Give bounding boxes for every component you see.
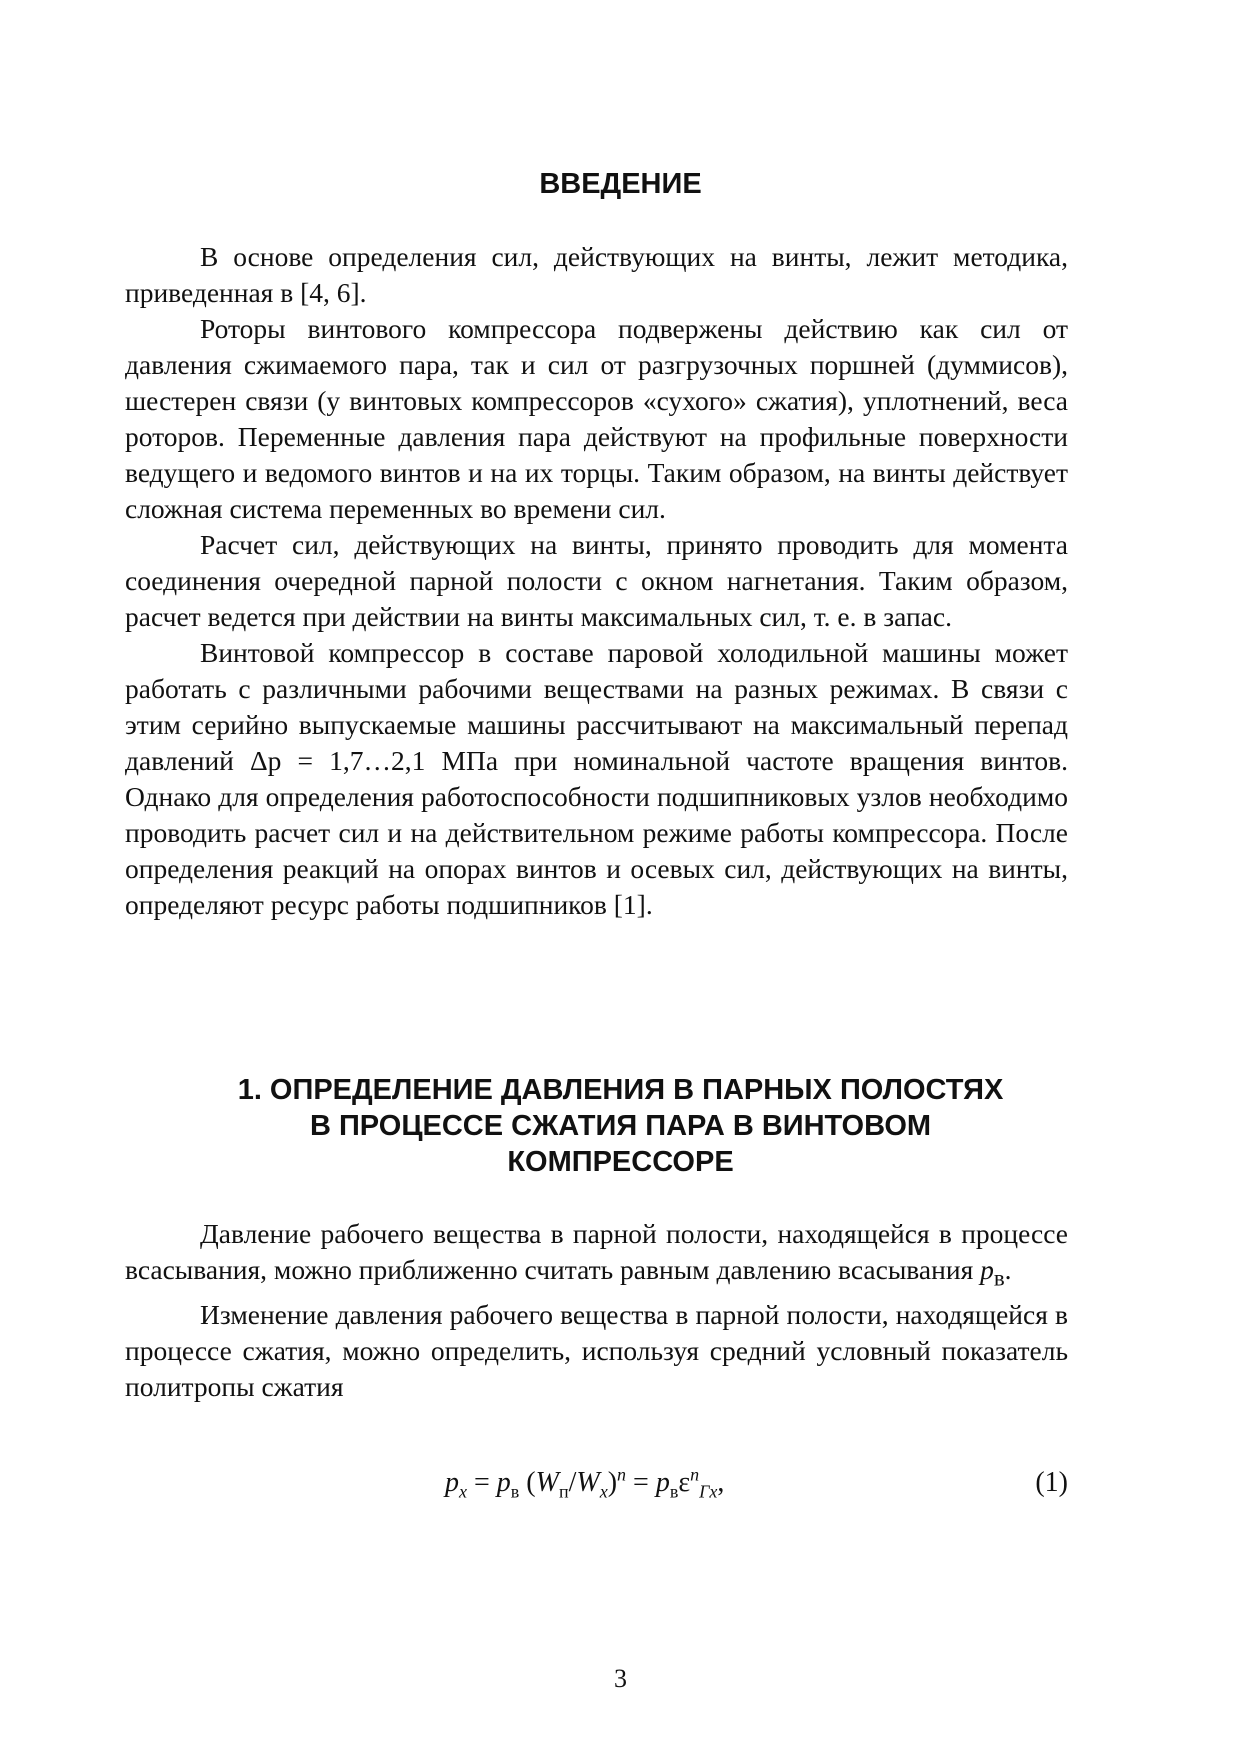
- formula-pv: p: [496, 1467, 511, 1498]
- section-1-title-line-2: В ПРОЦЕССЕ СЖАТИЯ ПАРА В ВИНТОВОМ: [309, 1110, 932, 1142]
- formula-w2-sub: x: [599, 1481, 608, 1502]
- formula-w2: W: [576, 1467, 600, 1498]
- section-1-title-line-3: КОМПРЕССОРЕ: [507, 1146, 734, 1178]
- intro-title: ВВЕДЕНИЕ: [539, 168, 702, 200]
- section-1-paragraph-2: Изменение давления рабочего вещества в парной полости, находящейся в процессе сжатия, можно определить, используя средний условный показатель политропы сжатия: [125, 1298, 1068, 1402]
- formula-lparen: (: [519, 1467, 536, 1498]
- formula-w1-sub: п: [558, 1481, 569, 1502]
- formula-epsilon-sub: Гx: [699, 1481, 718, 1502]
- formula-pv2-sub: в: [669, 1481, 679, 1502]
- formula-eq-1: =: [467, 1467, 497, 1498]
- formula-px-sub: x: [459, 1481, 467, 1502]
- section-1-paragraph-1-text: Давление рабочего вещества в парной полости, находящейся в процессе всасывания, можно приближенно считать равным давлению всасывания: [125, 1218, 1068, 1285]
- page-number: 3: [614, 1664, 627, 1693]
- formula-pv-sub: в: [510, 1481, 520, 1502]
- formula-comma: ,: [717, 1467, 725, 1498]
- formula-px: p: [445, 1467, 459, 1498]
- formula-w1: W: [535, 1467, 559, 1498]
- formula-epsilon: ε: [678, 1467, 691, 1498]
- formula-1-number: (1): [1035, 1467, 1068, 1498]
- section-1-paragraph-1-end: .: [1004, 1254, 1012, 1285]
- section-1-title: [0, 1072, 1241, 1180]
- suction-pressure-symbol: p: [980, 1254, 994, 1285]
- formula-eq-2: =: [626, 1467, 656, 1498]
- formula-rparen: ): [607, 1467, 618, 1498]
- formula-1-expression: [445, 1465, 724, 1501]
- section-1-body: [125, 1216, 1068, 1405]
- intro-body: [125, 239, 1068, 923]
- formula-slash: /: [568, 1467, 577, 1498]
- formula-1: [445, 1465, 1068, 1505]
- formula-exponent-n: n: [617, 1464, 627, 1485]
- formula-pv2: p: [655, 1467, 670, 1498]
- intro-paragraph-2: Роторы винтового компрессора подвержены действию как сил от давления сжимаемого пара, так и сил от разгрузочных поршней (думмисов), шестерен связи (у винтовых компрессоров «сухого» сжатия), уплотнений, веса роторов. Переменные давления пара действуют на профильные поверхности ведущего и ведомого винтов и на их торцы. Таким образом, на винты действует сложная система переменных во времени сил.: [125, 313, 1068, 524]
- formula-epsilon-sup: n: [690, 1464, 700, 1485]
- intro-paragraph-4: Винтовой компрессор в составе паровой холодильной машины может работать с различными рабочими веществами на разных режимах. В связи с этим серийно выпускаемые машины рассчитывают на максимальный перепад давлений Δp = 1,7…2,1 МПа при номинальной частоте вращения винтов. Однако для определения работоспособности подшипниковых узлов необходимо проводить расчет сил и на действительном режиме работы компрессора. После определения реакций на опорах винтов и осевых сил, действующих на винты, определяют ресурс работы подшипников [1].: [125, 637, 1068, 920]
- section-1-title-line-1: 1. ОПРЕДЕЛЕНИЕ ДАВЛЕНИЯ В ПАРНЫХ ПОЛОСТЯХ: [237, 1074, 1004, 1106]
- intro-paragraph-3: Расчет сил, действующих на винты, принято проводить для момента соединения очередной парной полости с окном нагнетания. Таким образом, расчет ведется при действии на винты максимальных сил, т. е. в запас.: [125, 529, 1068, 632]
- suction-pressure-subscript: в: [993, 1265, 1005, 1291]
- section-1-paragraph-1: [125, 1216, 1068, 1297]
- intro-paragraph-1: В основе определения сил, действующих на винты, лежит методика, приведенная в [4, 6].: [125, 241, 1068, 308]
